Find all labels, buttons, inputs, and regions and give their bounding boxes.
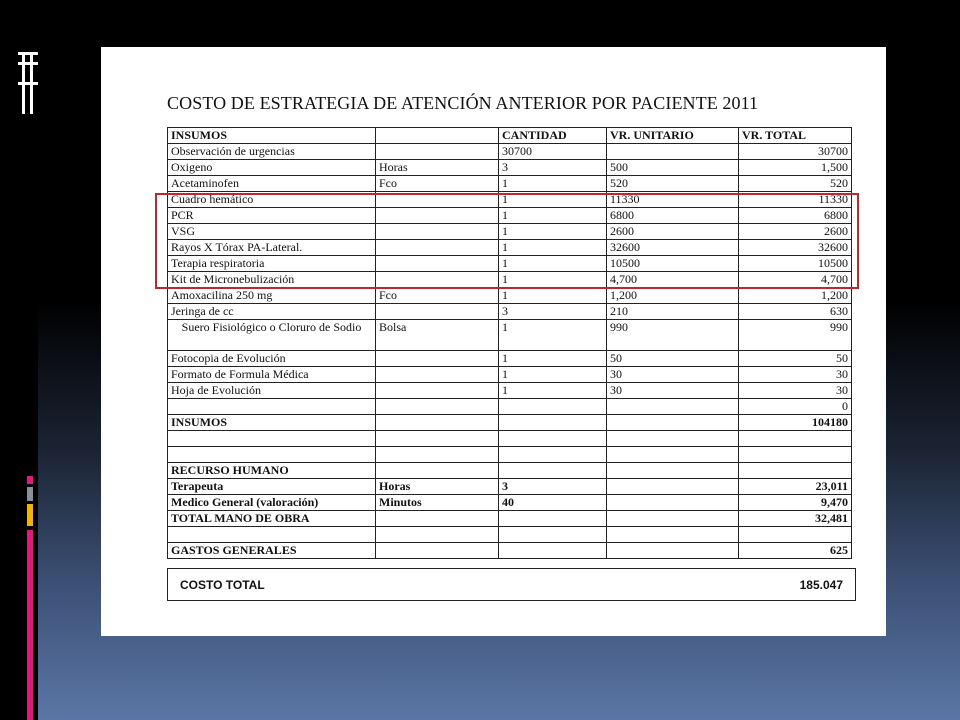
item-cell: Oxigeno <box>168 160 376 176</box>
item-cell: Kit de Micronebulización <box>168 272 376 288</box>
quantity-cell: 3 <box>499 479 607 495</box>
total-cell: 11330 <box>739 192 852 208</box>
table-row <box>168 399 852 415</box>
quantity-cell: 1 <box>499 240 607 256</box>
costo-total-value: 185.047 <box>799 578 843 592</box>
total-cell: 630 <box>739 304 852 320</box>
total-cell: 30700 <box>739 144 852 160</box>
total-cell: 10500 <box>739 256 852 272</box>
unit-cell <box>376 351 499 367</box>
table-row <box>168 144 852 160</box>
quantity-cell: 30700 <box>499 144 607 160</box>
header-cell: VR. TOTAL <box>739 128 852 144</box>
unit-price-cell: 10500 <box>607 256 739 272</box>
unit-cell: Minutos <box>376 495 499 511</box>
item-cell: Hoja de Evolución <box>168 383 376 399</box>
total-cell: 23,011 <box>739 479 852 495</box>
unit-cell <box>376 304 499 320</box>
table-row <box>168 367 852 383</box>
item-cell <box>168 399 376 415</box>
document-title: COSTO DE ESTRATEGIA DE ATENCIÓN ANTERIOR POR PACIENTE 2011 <box>167 93 759 113</box>
quantity-cell: 1 <box>499 272 607 288</box>
blank-row <box>168 447 852 463</box>
total-cell: 30 <box>739 367 852 383</box>
unit-price-cell: 990 <box>607 320 739 351</box>
total-cell: 2600 <box>739 224 852 240</box>
unit-price-cell <box>607 479 739 495</box>
total-cell: 9,470 <box>739 495 852 511</box>
quantity-cell <box>499 399 607 415</box>
unit-cell: Bolsa <box>376 320 499 351</box>
unit-cell <box>376 144 499 160</box>
item-cell: Terapia respiratoria <box>168 256 376 272</box>
table-row <box>168 176 852 192</box>
item-cell: Medico General (valoración) <box>168 495 376 511</box>
unit-price-cell: 1,200 <box>607 288 739 304</box>
cost-table <box>167 127 852 559</box>
gastos-generales-label: GASTOS GENERALES <box>168 543 376 559</box>
total-cell: 0 <box>739 399 852 415</box>
accent-bar-gray <box>27 487 33 501</box>
total-cell: 4,700 <box>739 272 852 288</box>
unit-price-cell: 30 <box>607 383 739 399</box>
table-row <box>168 304 852 320</box>
header-cell: INSUMOS <box>168 128 376 144</box>
quantity-cell: 1 <box>499 288 607 304</box>
table-row <box>168 160 852 176</box>
item-cell: Rayos X Tórax PA-Lateral. <box>168 240 376 256</box>
accent-bar-yellow <box>27 504 33 526</box>
table-row <box>168 288 852 304</box>
header-cell <box>376 128 499 144</box>
unit-cell: Horas <box>376 160 499 176</box>
unit-cell <box>376 367 499 383</box>
quantity-cell: 1 <box>499 320 607 351</box>
item-cell: Formato de Formula Médica <box>168 367 376 383</box>
mano-de-obra-total-row <box>168 511 852 527</box>
unit-price-cell <box>607 399 739 415</box>
unit-cell: Fco <box>376 176 499 192</box>
item-cell: Acetaminofen <box>168 176 376 192</box>
recurso-humano-header-row <box>168 463 852 479</box>
blank-row <box>168 527 852 543</box>
accent-bar-pink <box>27 530 33 720</box>
item-cell: Suero Fisiológico o Cloruro de Sodio <box>168 320 376 351</box>
stripes-decoration-icon <box>18 52 38 114</box>
unit-price-cell: 210 <box>607 304 739 320</box>
unit-price-cell <box>607 495 739 511</box>
mano-de-obra-label: TOTAL MANO DE OBRA <box>168 511 376 527</box>
table-row <box>168 320 852 351</box>
unit-price-cell: 6800 <box>607 208 739 224</box>
insumos-total-row <box>168 415 852 431</box>
total-cell: 990 <box>739 320 852 351</box>
item-cell: VSG <box>168 224 376 240</box>
item-cell: Observación de urgencias <box>168 144 376 160</box>
total-cell: 6800 <box>739 208 852 224</box>
quantity-cell: 1 <box>499 208 607 224</box>
unit-price-cell: 50 <box>607 351 739 367</box>
header-cell: VR. UNITARIO <box>607 128 739 144</box>
unit-cell: Fco <box>376 288 499 304</box>
item-cell: PCR <box>168 208 376 224</box>
unit-price-cell: 520 <box>607 176 739 192</box>
unit-cell <box>376 383 499 399</box>
quantity-cell: 1 <box>499 383 607 399</box>
highlight-rectangle <box>155 193 859 289</box>
item-cell: Amoxacilina 250 mg <box>168 288 376 304</box>
unit-price-cell: 500 <box>607 160 739 176</box>
quantity-cell: 40 <box>499 495 607 511</box>
quantity-cell: 3 <box>499 304 607 320</box>
table-row <box>168 351 852 367</box>
total-cell: 32600 <box>739 240 852 256</box>
costo-total-label: COSTO TOTAL <box>180 578 265 592</box>
costo-total-box <box>167 568 856 601</box>
accent-bar-pink-top <box>27 476 33 484</box>
unit-price-cell <box>607 144 739 160</box>
total-cell: 1,200 <box>739 288 852 304</box>
mano-de-obra-value: 32,481 <box>739 511 852 527</box>
gastos-generales-row <box>168 543 852 559</box>
item-cell: Fotocopia de Evolución <box>168 351 376 367</box>
total-cell: 520 <box>739 176 852 192</box>
total-cell: 1,500 <box>739 160 852 176</box>
unit-price-cell: 30 <box>607 367 739 383</box>
quantity-cell: 1 <box>499 224 607 240</box>
item-cell: Jeringa de cc <box>168 304 376 320</box>
unit-price-cell: 32600 <box>607 240 739 256</box>
unit-price-cell: 4,700 <box>607 272 739 288</box>
table-row <box>168 383 852 399</box>
blank-row <box>168 431 852 447</box>
total-cell: 30 <box>739 383 852 399</box>
gastos-generales-value: 625 <box>739 543 852 559</box>
insumos-total-label: INSUMOS <box>168 415 376 431</box>
unit-price-cell: 2600 <box>607 224 739 240</box>
insumos-total-value: 104180 <box>739 415 852 431</box>
table-row <box>168 495 852 511</box>
unit-price-cell: 11330 <box>607 192 739 208</box>
table-header-row <box>168 128 852 144</box>
quantity-cell: 3 <box>499 160 607 176</box>
total-cell: 50 <box>739 351 852 367</box>
item-cell: Terapeuta <box>168 479 376 495</box>
unit-cell: Horas <box>376 479 499 495</box>
quantity-cell: 1 <box>499 176 607 192</box>
quantity-cell: 1 <box>499 367 607 383</box>
unit-cell <box>376 399 499 415</box>
header-cell: CANTIDAD <box>499 128 607 144</box>
document-image <box>101 47 886 636</box>
quantity-cell: 1 <box>499 192 607 208</box>
recurso-humano-label: RECURSO HUMANO <box>168 463 376 479</box>
item-cell: Cuadro hemático <box>168 192 376 208</box>
quantity-cell: 1 <box>499 351 607 367</box>
quantity-cell: 1 <box>499 256 607 272</box>
table-row <box>168 479 852 495</box>
